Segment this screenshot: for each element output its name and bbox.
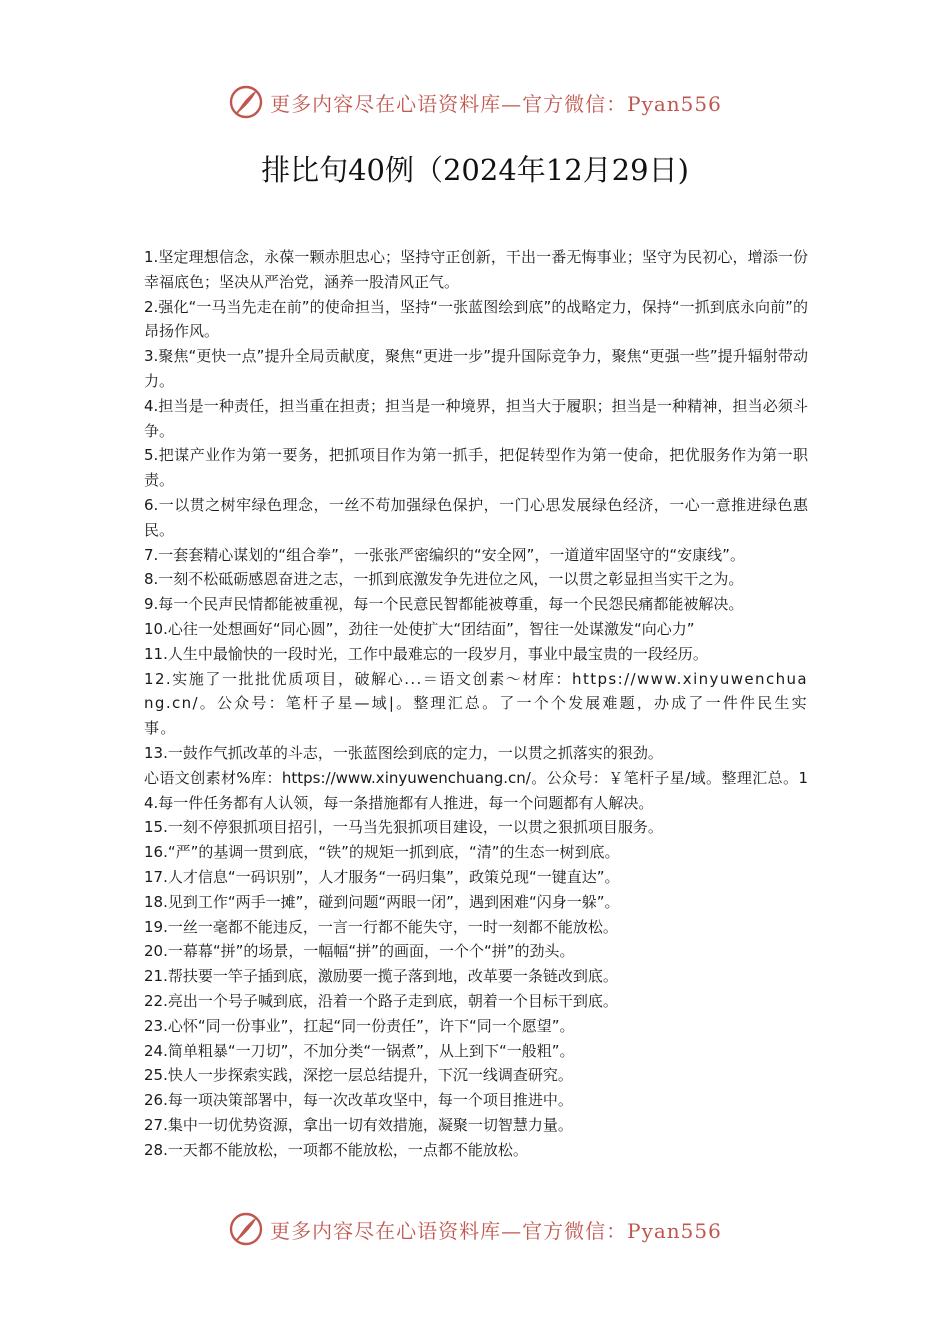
paragraph-3: 3.聚焦“更快一点”提升全局贡献度，聚焦“更进一步”提升国际竞争力，聚焦“更强一些”提升辐射带动力。 bbox=[144, 347, 808, 390]
paragraph-24: 24.简单粗暴“一刀切”，不加分类“一锅煮”，从上到下“一般粗”。 bbox=[144, 1041, 575, 1060]
paragraph-15: 15.一刻不停狠抓项目招引，一马当先狠抓项目建设，一以贯之狠抓项目服务。 bbox=[144, 818, 663, 837]
document-body bbox=[144, 245, 808, 1162]
paragraph-14: 心语文创素材%库：https://www.xinyuwenchuang.cn/。公众号：￥笔杆子星/域。整理汇总。14.每一件任务都有人认领，每一条措施都有人推进，每一个问题都有人解决。 bbox=[144, 768, 808, 812]
quill-logo-icon bbox=[228, 84, 264, 120]
paragraph-4: 4.担当是一种责任，担当重在担责；担当是一种境界，担当大于履职；担当是一种精神，担当必须斗争。 bbox=[144, 396, 808, 440]
paragraph-12: 12.实施了一批批优质项目，破解心...＝语文创素～材库：https://www.xinyuwenchuang.cn/。公众号：笔杆子星—域|。整理汇总。了一个个发展难题，办成了一件件民生实事。 bbox=[144, 669, 808, 738]
paragraph-18: 18.见到工作“两手一摊”，碰到问题“两眼一闭”，遇到困难“闪身一躲”。 bbox=[144, 892, 620, 911]
paragraph-13: 13.一鼓作气抓改革的斗志，一张蓝图绘到底的定力，一以贯之抓落实的狠劲。 bbox=[144, 743, 663, 762]
paragraph-11: 11.人生中最愉快的一段时光，工作中最难忘的一段岁月，事业中最宝贵的一段经历。 bbox=[144, 644, 708, 663]
header-banner bbox=[0, 82, 950, 122]
paragraph-5: 5.把谋产业作为第一要务，把抓项目作为第一抓手，把促转型作为第一使命，把优服务作为第一职责。 bbox=[144, 446, 808, 490]
paragraph-8: 8.一刻不松砥砺感恩奋进之志，一抓到底激发争先进位之风，一以贯之彰显担当实干之为。 bbox=[144, 570, 744, 589]
paragraph-20: 20.一幕幕“拼”的场景，一幅幅“拼”的画面，一个个“拼”的劲头。 bbox=[144, 942, 575, 961]
footer-banner-text: 更多内容尽在心语资料库—官方微信：Pyan556 bbox=[270, 1218, 722, 1243]
quill-logo-icon bbox=[228, 1211, 264, 1247]
paragraph-17: 17.人才信息“一码识别”，人才服务“一码归集”，政策兑现“一键直达”。 bbox=[144, 867, 620, 886]
page-title: 排比句40例（2024年12月29日) bbox=[261, 153, 689, 187]
paragraph-7: 7.一套套精心谋划的“组合拳”，一张张严密编织的“安全网”，一道道牢固坚守的“安康线”。 bbox=[144, 545, 745, 564]
footer-banner bbox=[0, 1209, 950, 1249]
paragraph-21: 21.帮扶要一竿子插到底，激励要一揽子落到地，改革要一条链改到底。 bbox=[144, 967, 618, 986]
paragraph-22: 22.亮出一个号子喊到底，沿着一个路子走到底，朝着一个目标干到底。 bbox=[144, 991, 618, 1010]
paragraph-10: 10.心往一处想画好“同心圆”，劲往一处使扩大“团结面”，智往一处谋激发“向心力” bbox=[144, 619, 695, 638]
header-banner-text: 更多内容尽在心语资料库—官方微信：Pyan556 bbox=[270, 91, 722, 116]
paragraph-1: 1.坚定理想信念，永葆一颗赤胆忠心；坚持守正创新，干出一番无悔事业；坚守为民初心，增添一份幸福底色；坚决从严治党，涵养一股清风正气。 bbox=[144, 248, 808, 291]
paragraph-28: 28.一天都不能放松，一项都不能放松，一点都不能放松。 bbox=[144, 1140, 528, 1159]
paragraph-16: 16.“严”的基调一贯到底，“铁”的规矩一抓到底，“清”的生态一树到底。 bbox=[144, 843, 620, 862]
paragraph-19: 19.一丝一毫都不能违反，一言一行都不能失守，一时一刻都不能放松。 bbox=[144, 917, 618, 936]
paragraph-25: 25.快人一步探索实践，深挖一层总结提升，下沉一线调查研究。 bbox=[144, 1066, 573, 1085]
paragraph-27: 27.集中一切优势资源，拿出一切有效措施，凝聚一切智慧力量。 bbox=[144, 1115, 573, 1134]
paragraph-9: 9.每一个民声民情都能被重视，每一个民意民智都能被尊重，每一个民怨民痛都能被解决。 bbox=[144, 595, 744, 614]
paragraph-26: 26.每一项决策部署中，每一次改革攻坚中，每一个项目推进中。 bbox=[144, 1091, 573, 1110]
paragraph-6: 6.一以贯之树牢绿色理念，一丝不苟加强绿色保护，一门心思发展绿色经济，一心一意推进绿色惠民。 bbox=[144, 495, 808, 539]
paragraph-23: 23.心怀“同一份事业”，扛起“同一份责任”，许下“同一个愿望”。 bbox=[144, 1016, 575, 1035]
paragraph-2: 2.强化“一马当先走在前”的使命担当，坚持“一张蓝图绘到底”的战略定力，保持“一抓到底永向前”的昂扬作风。 bbox=[144, 297, 808, 341]
